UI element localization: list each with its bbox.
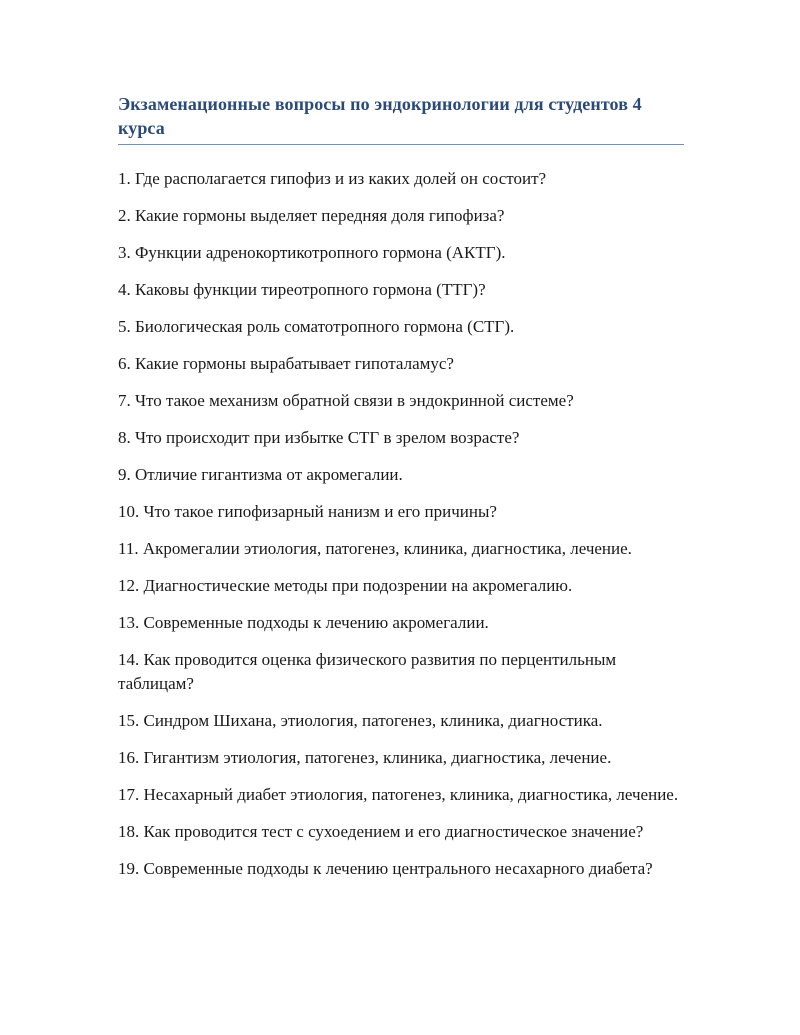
question-item: 14. Как проводится оценка физического развития по перцентильным таблицам? [118, 650, 617, 693]
question-item: 19. Современные подходы к лечению центрального несахарного диабета? [118, 859, 653, 878]
question-item: 13. Современные подходы к лечению акромегалии. [118, 613, 489, 632]
question-item: 4. Каковы функции тиреотропного гормона (ТТГ)? [118, 280, 486, 299]
question-item: 2. Какие гормоны выделяет передняя доля гипофиза? [118, 206, 505, 225]
question-item: 6. Какие гормоны вырабатывает гипоталамус? [118, 354, 454, 373]
question-item: 16. Гигантизм этиология, патогенез, клиника, диагностика, лечение. [118, 748, 612, 767]
question-item: 9. Отличие гигантизма от акромегалии. [118, 465, 403, 484]
question-item: 11. Акромегалии этиология, патогенез, клиника, диагностика, лечение. [118, 539, 632, 558]
question-item: 7. Что такое механизм обратной связи в эндокринной системе? [118, 391, 574, 410]
question-item: 10. Что такое гипофизарный нанизм и его причины? [118, 502, 497, 521]
question-item: 5. Биологическая роль соматотропного гормона (СТГ). [118, 317, 515, 336]
question-item: 12. Диагностические методы при подозрении на акромегалию. [118, 576, 573, 595]
question-item: 8. Что происходит при избытке СТГ в зрелом возрасте? [118, 428, 520, 447]
question-item: 3. Функции адренокортикотропного гормона (АКТГ). [118, 243, 506, 262]
question-list [118, 167, 684, 881]
question-item: 1. Где располагается гипофиз и из каких долей он состоит? [118, 169, 547, 188]
document-page [118, 92, 684, 894]
question-item: 17. Несахарный диабет этиология, патогенез, клиника, диагностика, лечение. [118, 785, 679, 804]
question-item: 18. Как проводится тест с сухоедением и его диагностическое значение? [118, 822, 644, 841]
question-item: 15. Синдром Шихана, этиология, патогенез, клиника, диагностика. [118, 711, 603, 730]
document-title: Экзаменационные вопросы по эндокринологии для студентов 4 курса [118, 92, 684, 145]
